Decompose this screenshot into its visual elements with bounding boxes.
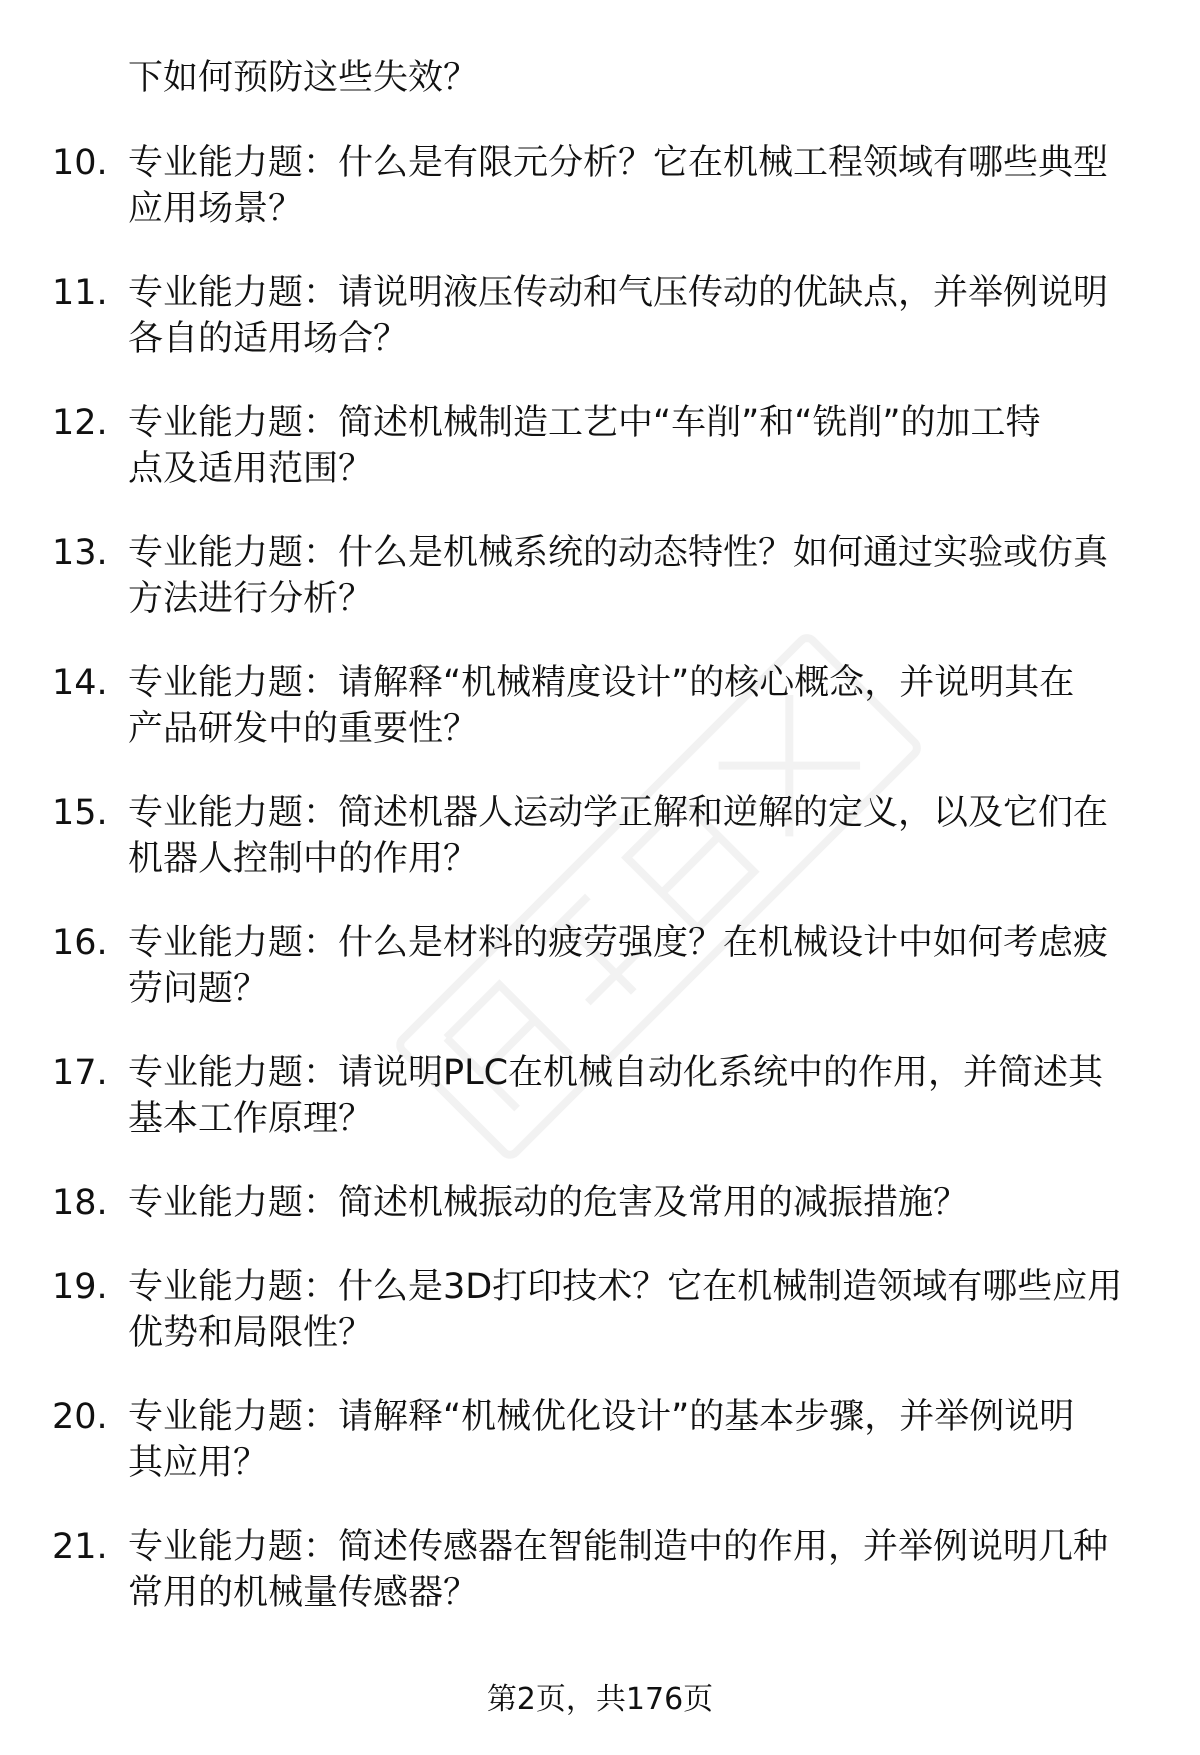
- question-text-line-2: 常用的机械量传感器？: [128, 1573, 479, 1613]
- question-item-13: [52, 530, 1152, 622]
- question-text: [128, 400, 1148, 492]
- question-text-line-2: 基本工作原理？: [128, 1099, 374, 1139]
- question-text: [128, 1050, 1148, 1142]
- question-text: [128, 530, 1148, 622]
- page-footer: 第2页，共176页: [486, 1682, 714, 1717]
- question-item-14: [52, 660, 1152, 752]
- question-item-10: [52, 140, 1152, 232]
- question-text-line-1: 专业能力题：什么是机械系统的动态特性？如何通过实验或仿真: [128, 533, 1109, 573]
- question-text: [128, 920, 1148, 1012]
- question-text: [128, 140, 1148, 232]
- question-text-line-1: 专业能力题：请解释“机械优化设计”的基本步骤，并举例说明: [128, 1397, 1075, 1437]
- question-text-line-2: 各自的适用场合？: [128, 319, 409, 359]
- carry-over-text: 下如何预防这些失效？: [128, 58, 479, 98]
- question-text-line-2: 机器人控制中的作用？: [128, 839, 479, 879]
- question-text-line-1: 专业能力题：请解释“机械精度设计”的核心概念，并说明其在: [128, 663, 1075, 703]
- question-number: 15.: [52, 793, 108, 833]
- question-text: [128, 1180, 1148, 1226]
- question-item-12: [52, 400, 1152, 492]
- question-item-20: [52, 1394, 1152, 1486]
- question-item-11: [52, 270, 1152, 362]
- question-number: 19.: [52, 1267, 108, 1307]
- question-text-line-2: 其应用？: [128, 1443, 269, 1483]
- question-number: 11.: [52, 273, 108, 313]
- question-number: 13.: [52, 533, 108, 573]
- question-text-line-1: 专业能力题：什么是3D打印技术？它在机械制造领域有哪些应用: [128, 1267, 1123, 1307]
- question-text-line-1: 专业能力题：什么是有限元分析？它在机械工程领域有哪些典型: [128, 143, 1109, 183]
- question-text-line-1: 专业能力题：请说明液压传动和气压传动的优缺点，并举例说明: [128, 273, 1109, 313]
- question-text: [128, 270, 1148, 362]
- question-number: 17.: [52, 1053, 108, 1093]
- question-number: 21.: [52, 1527, 108, 1567]
- question-text: [128, 790, 1148, 882]
- question-text-line-1: 专业能力题：简述机械制造工艺中“车削”和“铣削”的加工特: [128, 403, 1041, 443]
- question-text: [128, 660, 1148, 752]
- question-number: 12.: [52, 403, 108, 443]
- question-item-15: [52, 790, 1152, 882]
- question-text: [128, 1264, 1148, 1356]
- question-item-21: [52, 1524, 1152, 1616]
- question-text-line-2: 方法进行分析？: [128, 579, 374, 619]
- question-number: 16.: [52, 923, 108, 963]
- question-text-line-1: 专业能力题：简述传感器在智能制造中的作用，并举例说明几种: [128, 1527, 1109, 1567]
- question-text-line-2: 优势和局限性？: [128, 1313, 374, 1353]
- question-text-line-1: 专业能力题：什么是材料的疲劳强度？在机械设计中如何考虑疲: [128, 923, 1109, 963]
- question-item-18: [52, 1180, 1152, 1226]
- question-text-line-2: 劳问题？: [128, 969, 269, 1009]
- question-text-line-1: 专业能力题：请说明PLC在机械自动化系统中的作用，并简述其: [128, 1053, 1104, 1093]
- question-text-line-1: 专业能力题：简述机器人运动学正解和逆解的定义，以及它们在: [128, 793, 1109, 833]
- question-item-16: [52, 920, 1152, 1012]
- question-text-line-2: 应用场景？: [128, 189, 304, 229]
- question-text-line-2: 产品研发中的重要性？: [128, 709, 479, 749]
- question-list: [52, 140, 1152, 1654]
- question-item-17: [52, 1050, 1152, 1142]
- question-number: 20.: [52, 1397, 108, 1437]
- question-number: 18.: [52, 1183, 108, 1223]
- question-text-line-1: 专业能力题：简述机械振动的危害及常用的减振措施？: [128, 1183, 969, 1223]
- question-number: 14.: [52, 663, 108, 703]
- question-text: [128, 1394, 1148, 1486]
- question-text-line-2: 点及适用范围？: [128, 449, 374, 489]
- question-text: [128, 1524, 1148, 1616]
- question-number: 10.: [52, 143, 108, 183]
- question-item-19: [52, 1264, 1152, 1356]
